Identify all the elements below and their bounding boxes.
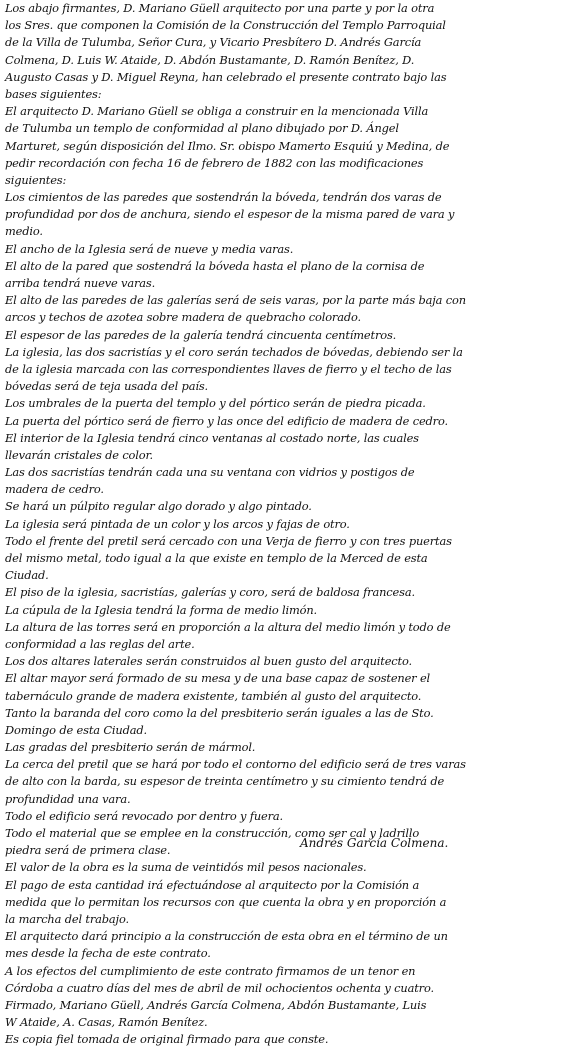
text-line: Córdoba a cuatro días del mes de abril de mil ochocientos ochenta y cuatro.: [5, 980, 434, 995]
text-line: Firmado, Mariano Güell, Andrés García Colmena, Abdón Bustamante, Luis: [5, 997, 427, 1012]
text-line: A los efectos del cumplimiento de este contrato firmamos de un tenor en: [5, 963, 416, 978]
text-line: Todo el material que se emplee en la construcción, como ser cal y ladrillo: [5, 826, 420, 840]
text-line: Todo el edificio será revocado por dentro y fuera.: [5, 808, 284, 823]
text-line: llevarán cristales de color.: [5, 447, 153, 462]
text-line: profundidad una vara.: [5, 791, 131, 806]
text-line: profundidad por dos de anchura, siendo el espesor de la misma pared de vara y: [5, 207, 455, 222]
text-line: La cúpula de la Iglesia tendrá la forma de medio limón.: [5, 602, 318, 617]
text-line: El altar mayor será formado de su mesa y de una base capaz de sostener el: [5, 671, 431, 686]
signature-line: Andrés García Colmena.: [300, 836, 449, 850]
text-line: Tanto la baranda del coro como la del presbiterio serán iguales a las de Sto.: [5, 705, 434, 720]
text-line: piedra será de primera clase.: [5, 843, 171, 858]
text-line: Las dos sacristías tendrán cada una su ventana con vidrios y postigos de: [5, 465, 415, 480]
text-line: El interior de la Iglesia tendrá cinco ventanas al costado norte, las cuales: [5, 430, 419, 445]
text-line: Los cimientos de las paredes que sostendrán la bóveda, tendrán dos varas de: [5, 190, 442, 205]
text-line: del mismo metal, todo igual a la que existe en templo de la Merced de esta: [5, 551, 428, 565]
text-line: bóvedas será de teja usada del país.: [5, 379, 208, 394]
text-line: Ciudad.: [5, 568, 49, 583]
text-line: madera de cedro.: [5, 482, 104, 497]
text-line: los Sres. que componen la Comisión de la Construcción del Templo Parroquial: [5, 18, 446, 33]
text-line: mes desde la fecha de este contrato.: [5, 946, 211, 961]
text-line: Los dos altares laterales serán construidos al buen gusto del arquitecto.: [5, 654, 412, 669]
text-line: de Tulumba un templo de conformidad al plano dibujado por D. Ángel: [5, 121, 399, 136]
text-line: siguientes:: [5, 172, 67, 187]
text-line: La puerta del pórtico será de fierro y las once del edificio de madera de cedro.: [5, 413, 448, 428]
text-line: de la iglesia marcada con las correspondientes llaves de fierro y el techo de las: [5, 361, 452, 376]
text-line: El arquitecto dará principio a la construcción de esta obra en el término de un: [5, 929, 448, 944]
text-line: Todo el frente del pretil será cercado con una Verja de fierro y con tres puertas: [5, 533, 452, 548]
text-line: tabernáculo grande de madera existente, también al gusto del arquitecto.: [5, 688, 422, 703]
text-line: arriba tendrá nueve varas.: [5, 276, 156, 290]
text-line: La cerca del pretil que se hará por todo el contorno del edificio será de tres varas: [5, 757, 466, 772]
text-line: de alto con la barda, su espesor de treinta centímetro y su cimiento tendrá de: [5, 774, 445, 789]
text-line: El espesor de las paredes de la galería tendrá cincuenta centímetros.: [5, 327, 397, 342]
text-line: La iglesia, las dos sacristías y el coro serán techados de bóvedas, debiendo ser la: [5, 344, 463, 359]
text-line: medida que lo permitan los recursos con que cuenta la obra y en proporción a: [5, 894, 447, 909]
text-line: El alto de las paredes de las galerías será de seis varas, por la parte más baja con: [5, 293, 466, 308]
text-line: La iglesia será pintada de un color y los arcos y fajas de otro.: [5, 516, 350, 531]
text-line: El arquitecto D. Mariano Güell se obliga a construir en la mencionada Villa: [5, 104, 429, 119]
text-line: arcos y techos de azotea sobre madera de quebracho colorado.: [5, 310, 361, 325]
text-line: El valor de la obra es la suma de veintidós mil pesos nacionales.: [5, 860, 367, 875]
text-line: conformidad a las reglas del arte.: [5, 636, 195, 651]
text-line: Colmena, D. Luis W. Ataide, D. Abdón Bustamante, D. Ramón Benítez, D.: [5, 52, 415, 67]
text-line: El alto de la pared que sostendrá la bóveda hasta el plano de la cornisa de: [5, 258, 425, 273]
text-line: El pago de esta cantidad irá efectuándose al arquitecto por la Comisión a: [5, 877, 420, 892]
text-line: de la Villa de Tulumba, Señor Cura, y Vicario Presbítero D. Andrés García: [5, 35, 422, 50]
text-line: bases siguientes:: [5, 86, 102, 101]
text-line: medio.: [5, 224, 43, 239]
text-line: El piso de la iglesia, sacristías, galerías y coro, será de baldosa francesa.: [5, 585, 415, 600]
text-line: W Ataide, A. Casas, Ramón Benítez.: [5, 1015, 208, 1030]
text-line: Es copia fiel tomada de original firmado para que conste.: [5, 1032, 329, 1047]
text-line: El ancho de la Iglesia será de nueve y media varas.: [5, 241, 294, 256]
text-line: Marturet, según disposición del Ilmo. Sr. obispo Mamerto Esquiú y Medina, de: [5, 138, 450, 153]
text-line: pedir recordación con fecha 16 de febrero de 1882 con las modificaciones: [5, 155, 424, 170]
text-line: la marcha del trabajo.: [5, 911, 129, 926]
text-line: Se hará un púlpito regular algo dorado y algo pintado.: [5, 499, 312, 514]
text-line: Las gradas del presbiterio serán de mármol.: [5, 740, 256, 755]
text-line: La altura de las torres será en proporción a la altura del medio limón y todo de: [5, 619, 451, 634]
text-line: Los abajo firmantes, D. Mariano Güell arquitecto por una parte y por la otra: [5, 1, 435, 15]
text-line: Domingo de esta Ciudad.: [5, 722, 148, 737]
text-line: Augusto Casas y D. Miguel Reyna, han celebrado el presente contrato bajo las: [5, 69, 447, 84]
text-line: Los umbrales de la puerta del templo y del pórtico serán de piedra picada.: [5, 396, 426, 411]
